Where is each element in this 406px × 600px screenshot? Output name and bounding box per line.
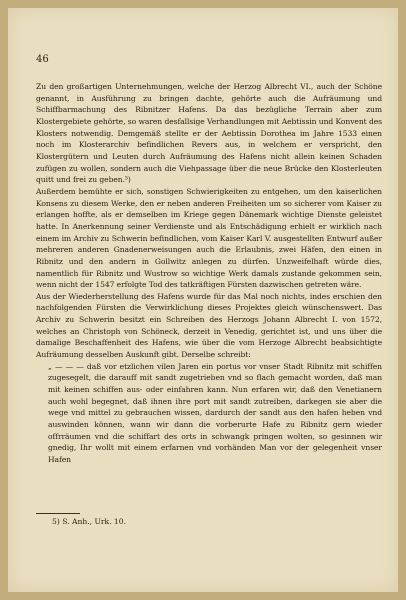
page-number: 46: [36, 54, 49, 65]
paragraph: Außerdem bemühte er sich, sonstigen Schwierigkeiten zu entgehen, um den kaiserlichen Konsens zu diesem Werke, den er neben anderen Freiheiten um so sicherer vom Kaiser zu erlangen hoffte, als er demselben im Kriege gegen Dänemark wichtige Dienste geleistet hatte. In Anerkennung seiner Verdienste und als Entschädigung erhielt er wirklich nach einem im Archiv zu Schwerin befindlichen, vom Kaiser Karl V. ausgestellten Entwurf außer mehreren anderen Gnadenerweisungen auch die Erlaubnis, zwei Häfen, den einen in Ribnitz und den andern in Gollwitz anlegen zu dürfen. Unzweifelhaft würde dies, namentlich für Ribnitz und Wustrow so wichtige Werk damals zustande gekommen sein, wenn nicht der 1547 erfolgte Tod des tatkräftigen Fürsten dazwischen getreten wäre.: [36, 186, 382, 290]
footnote: 5) S. Anh., Urk. 10.: [52, 517, 127, 526]
book-page: [8, 8, 398, 592]
paragraph: Zu den großartigen Unternehmungen, welche der Herzog Albrecht VI., auch der Schöne genannt, in Ausführung zu bringen dachte, gehörte auch die Aufräumung und Schiffbarmachung des Ribnitzer Hafens. Da das bezügliche Terrain aber zum Klostergebiete gehörte, so waren desfallsige Verhandlungen mit Aebtissin und Konvent des Klosters notwendig. Demgemäß stellte er der Aebtissin Dorothea im Jahre 1533 einen noch im Klosterarchiv befindlichen Revers aus, in welchem er verspricht, den Klostergütern und Leuten durch Aufräumung des Hafens nicht allein keinen Schaden zufügen zu wollen, sondern auch die Viehpassage über die neue Brücke den Klosterleuten quitt und frei zu geben.⁵): [36, 82, 382, 185]
quoted-letter: „ — — — daß vor etzlichen vilen Jaren ein portus vor vnser Stadt Ribnitz mit schiffen zugesegelt, die darauff mit sandt zugetrieben vnd so flach gemacht worden, daß man mit keinen schiffen aus- oder einfahren kann. Nun erfaren wir, daß den Venetianern auch wohl begegnet, daß ihnen ihre port mit sandt zutreiben, darkegen sie aber die wege vnd mittel zu gebrauchen wissen, dardurch der sandt aus den hafen heben vnd auswinden können, wann wir dann die vorberurte Hafe zu Ribnitz gern wieder offrräumen vnd die schiffart des orts in schwangk pringen wolten, so gesinnen wir gnedig, Ihr wollt mit einem erfarnen vnd vorhänden Man vor der gelegenheit vnser Hafen: [48, 361, 382, 464]
paragraph: Aus der Wiederherstellung des Hafens wurde für das Mal noch nichts, indes erschien den nachfolgenden Fürsten die Verwirklichung dieses Projektes gleich wünschenswert. Das Archiv zu Schwerin besitzt ein Schreiben des Herzogs Johann Albrecht I. von 1572, welches an Christoph von Schöneck, derzeit in Venedig, gerichtet ist, und uns über die damalige Beschaffenheit des Hafens, wie über die vom Herzoge Albrecht beabsichtigte Aufräumung desselben Auskunft gibt. Derselbe schreibt:: [36, 291, 382, 360]
body-text: [36, 81, 382, 466]
footnote-divider: [36, 513, 80, 514]
